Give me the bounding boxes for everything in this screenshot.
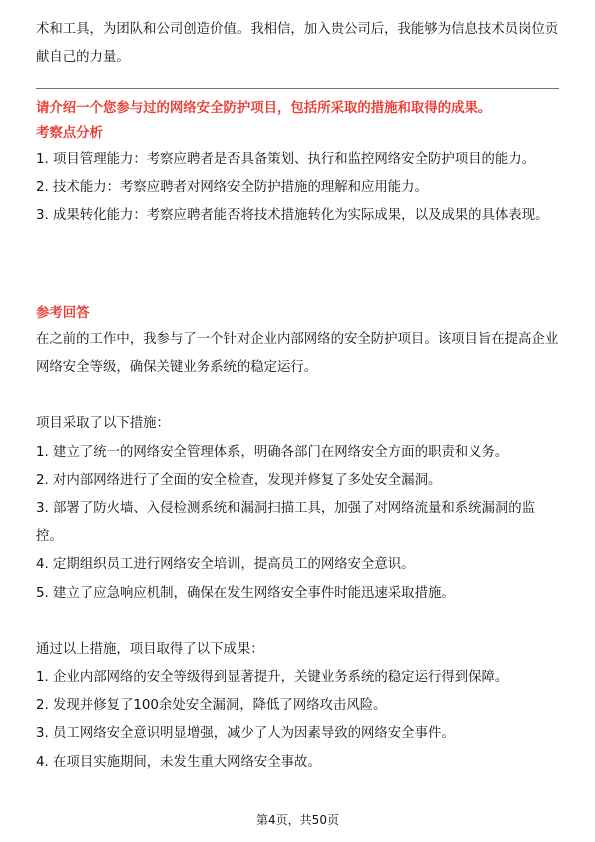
measure-item: 5. 建立了应急响应机制，确保在发生网络安全事件时能迅速采取措施。 xyxy=(36,585,455,601)
measure-item: 1. 建立了统一的网络安全管理体系，明确各部门在网络安全方面的职责和义务。 xyxy=(36,444,509,460)
section-divider xyxy=(36,88,559,89)
page-number: 第4页，共50页 xyxy=(256,813,339,827)
results-intro: 通过以上措施，项目取得了以下成果： xyxy=(36,641,264,657)
interview-question: 请介绍一个您参与过的网络安全防护项目，包括所采取的措施和取得的成果。 xyxy=(36,101,492,116)
result-item: 2. 发现并修复了100余处安全漏洞，降低了网络攻击风险。 xyxy=(36,698,387,714)
measure-item: 2. 对内部网络进行了全面的安全检查，发现并修复了多处安全漏洞。 xyxy=(36,472,442,488)
answer-section xyxy=(36,302,559,777)
analysis-item: 3. 成果转化能力：考察应聘者能否将技术措施转化为实际成果，以及成果的具体表现。 xyxy=(36,208,549,224)
result-item: 4. 在项目实施期间，未发生重大网络安全事故。 xyxy=(36,754,321,770)
paragraph-gap xyxy=(36,382,559,410)
result-item: 1. 企业内部网络的安全等级得到显著提升，关键业务系统的稳定运行得到保障。 xyxy=(36,670,509,686)
measure-item: 3. 部署了防火墙、入侵检测系统和漏洞扫描工具，加强了对网络流量和系统漏洞的监控。 xyxy=(36,501,536,545)
measure-item: 4. 定期组织员工进行网络安全培训，提高员工的网络安全意识。 xyxy=(36,557,415,573)
answer-paragraph: 在之前的工作中，我参与了一个针对企业内部网络的安全防护项目。该项目旨在提高企业网络安全等级，确保关键业务系统的稳定运行。 xyxy=(36,332,559,376)
analysis-item: 1. 项目管理能力：考察应聘者是否具备策划、执行和监控网络安全防护项目的能力。 xyxy=(36,152,536,167)
paragraph-gap xyxy=(36,608,559,636)
answer-title: 参考回答 xyxy=(36,306,90,321)
intro-paragraph: 术和工具，为团队和公司创造价值。我相信，加入贵公司后，我能够为信息技术员岗位贡献自己的力量。 xyxy=(36,22,559,66)
analysis-item: 2. 技术能力：考察应聘者对网络安全防护措施的理解和应用能力。 xyxy=(36,180,428,196)
measures-intro: 项目采取了以下措施： xyxy=(36,416,170,432)
analysis-title: 考察点分析 xyxy=(36,126,103,141)
result-item: 3. 员工网络安全意识明显增强，减少了人为因素导致的网络安全事件。 xyxy=(36,726,455,742)
analysis-section xyxy=(36,122,559,231)
